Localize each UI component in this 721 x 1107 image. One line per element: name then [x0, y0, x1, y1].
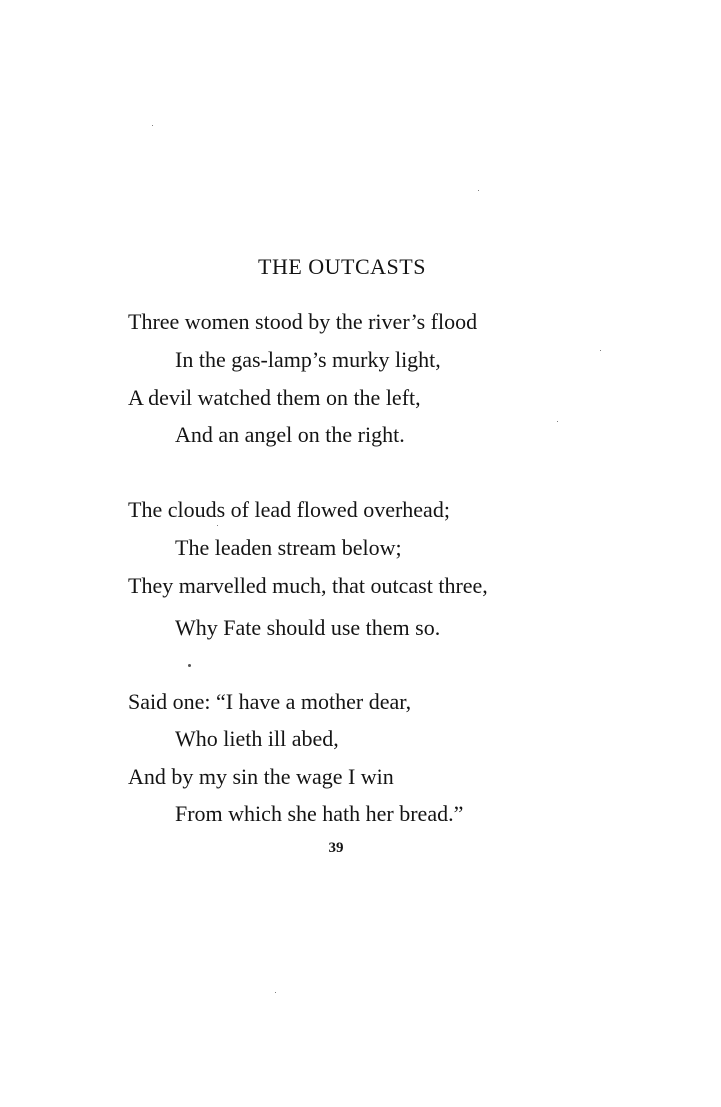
verse-line: Said one: “I have a mother dear, [128, 689, 412, 714]
verse-line: The leaden stream below; [175, 535, 402, 560]
verse-line: The clouds of lead flowed overhead; [128, 497, 450, 522]
scan-speck [600, 350, 601, 351]
verse-line: From which she hath her bread.” [175, 801, 464, 826]
scan-speck [275, 992, 276, 993]
verse-line: A devil watched them on the left, [128, 385, 421, 410]
scan-speck [217, 525, 218, 526]
scan-speck [478, 190, 479, 191]
scan-speck [152, 125, 153, 126]
verse-line: Three women stood by the river’s flood [128, 309, 478, 334]
verse-line: They marvelled much, that outcast three, [128, 573, 488, 598]
scan-speck [188, 664, 191, 667]
verse-line: In the gas-lamp’s murky light, [175, 347, 441, 372]
scan-speck [557, 421, 558, 422]
poem-title: THE OUTCASTS [258, 254, 426, 279]
page-number: 39 [328, 840, 344, 856]
verse-line: Who lieth ill abed, [175, 726, 339, 751]
verse-line: Why Fate should use them so. [175, 615, 441, 640]
verse-line: And by my sin the wage I win [128, 764, 394, 789]
verse-line: And an angel on the right. [175, 422, 405, 447]
